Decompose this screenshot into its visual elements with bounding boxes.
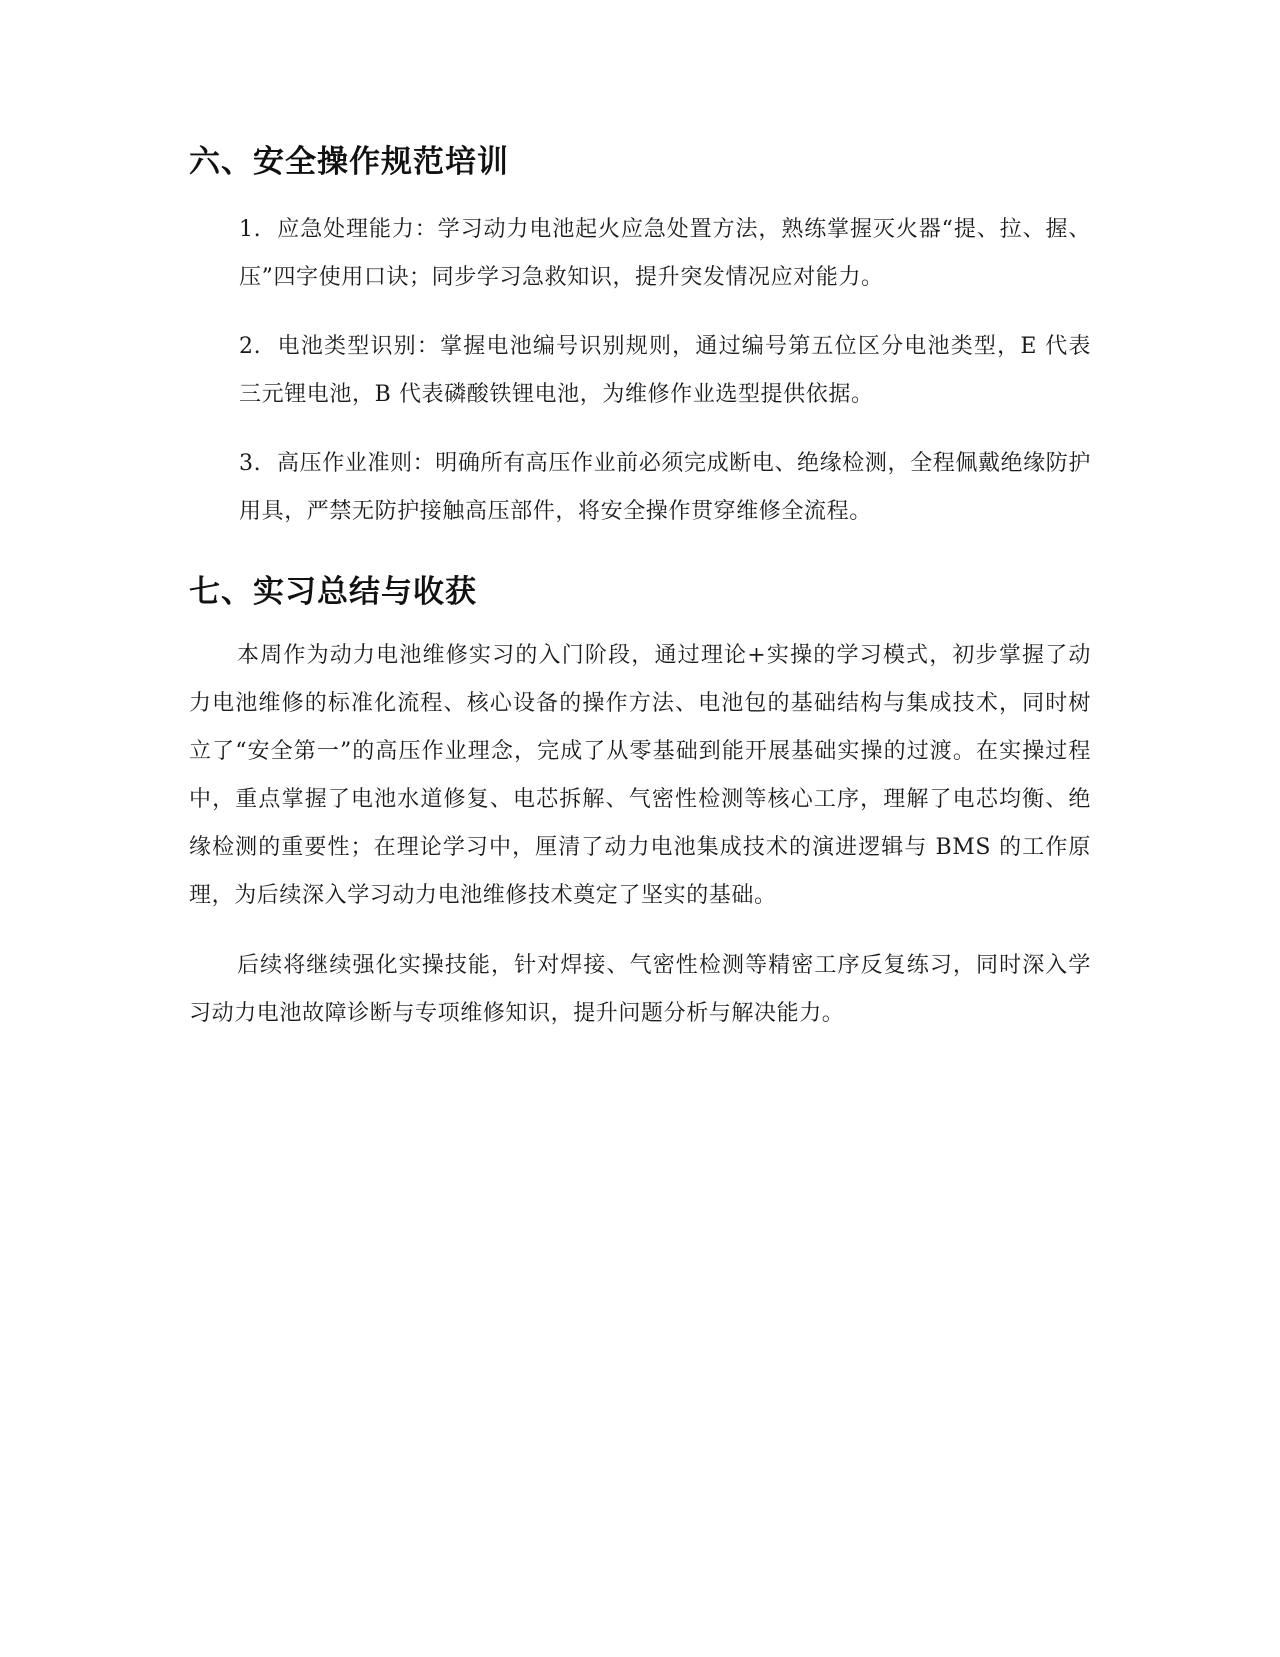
section-heading-summary: 七、实习总结与收获 (189, 574, 477, 610)
list-item-number: 2. (239, 334, 262, 359)
safety-training-list (189, 206, 1091, 536)
list-item (239, 440, 1091, 536)
list-item-number: 1. (239, 217, 262, 242)
summary-paragraph: 后续将继续强化实操技能，针对焊接、气密性检测等精密工序反复练习，同时深入学习动力电池故障诊断与专项维修知识，提升问题分析与解决能力。 (189, 953, 1091, 1026)
list-item (239, 323, 1091, 419)
list-item-text: 高压作业准则：明确所有高压作业前必须完成断电、绝缘检测，全程佩戴绝缘防护用具，严禁无防护接触高压部件，将安全操作贯穿维修全流程。 (239, 451, 1091, 524)
list-item (239, 206, 1091, 302)
document-content (189, 140, 1091, 1038)
list-item-text: 应急处理能力：学习动力电池起火应急处置方法，熟练掌握灭火器“提、拉、握、压”四字使用口诀；同步学习急救知识，提升突发情况应对能力。 (239, 217, 1091, 290)
section-heading-safety-training: 六、安全操作规范培训 (189, 144, 509, 180)
list-item-text: 电池类型识别：掌握电池编号识别规则，通过编号第五位区分电池类型，E 代表三元锂电池，B 代表磷酸铁锂电池，为维修作业选型提供依据。 (239, 334, 1091, 407)
summary-paragraph: 本周作为动力电池维修实习的入门阶段，通过理论+实操的学习模式，初步掌握了动力电池维修的标准化流程、核心设备的操作方法、电池包的基础结构与集成技术，同时树立了“安全第一”的高压作业理念，完成了从零基础到能开展基础实操的过渡。在实操过程中，重点掌握了电池水道修复、电芯拆解、气密性检测等核心工序，理解了电芯均衡、绝缘检测的重要性；在理论学习中，厘清了动力电池集成技术的演进逻辑与 BMS 的工作原理，为后续深入学习动力电池维修技术奠定了坚实的基础。 (189, 643, 1091, 908)
list-item-number: 3. (239, 451, 262, 476)
